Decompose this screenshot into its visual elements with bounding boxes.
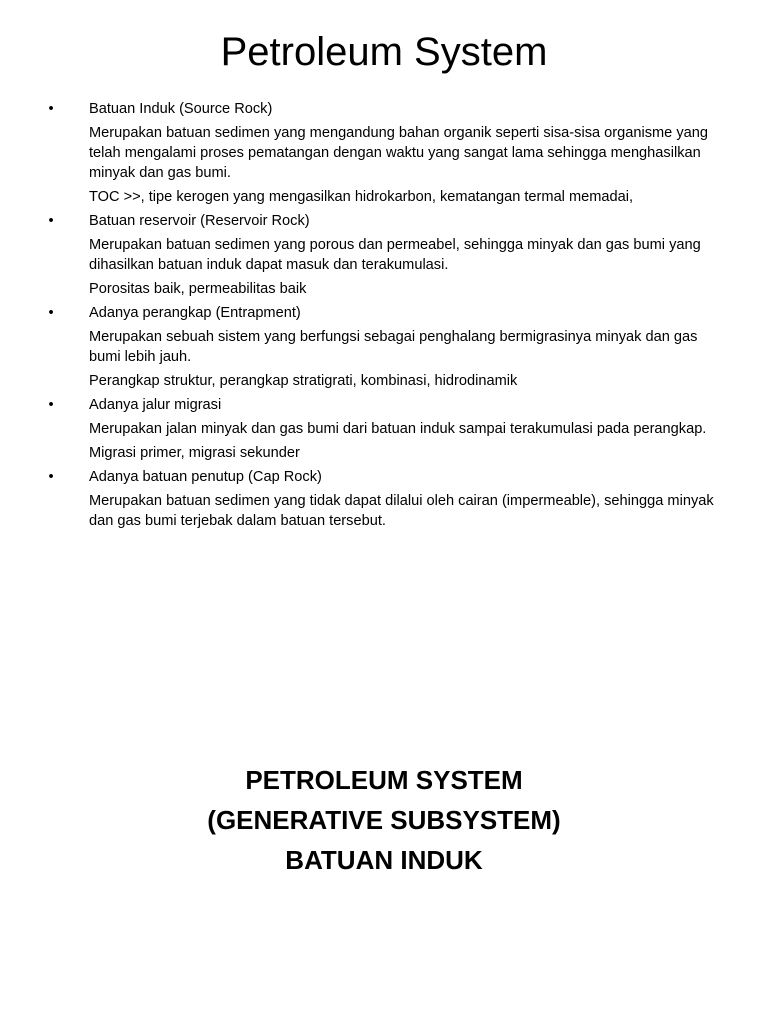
bullet-heading [0, 303, 768, 323]
list-item-cap-rock [0, 467, 768, 531]
bullet-heading [0, 395, 768, 415]
property-summary: Porositas baik, permeabilitas baik [89, 281, 307, 297]
bullet-heading-text: Adanya batuan penutup (Cap Rock) [89, 469, 322, 485]
description-paragraph: Merupakan batuan sedimen yang tidak dapat dilalui oleh cairan (impermeable), sehingga minyak dan gas bumi terjebak dalam batuan tersebut. [89, 493, 714, 529]
caption-line: BATUAN INDUK [285, 845, 483, 875]
bullet-icon: • [48, 469, 54, 485]
description-paragraph: Merupakan batuan sedimen yang mengandung bahan organik seperti sisa-sisa organisme yang telah mengalami proses pematangan dengan waktu yang sangat lama sehingga menghasilkan minyak dan gas bumi. [89, 125, 709, 181]
section-caption [0, 760, 768, 880]
bullet-heading-text: Batuan reservoir (Reservoir Rock) [89, 213, 310, 229]
list-item-migration-path [0, 395, 768, 463]
list-item-reservoir-rock [0, 211, 768, 299]
description-paragraph: Merupakan sebuah sistem yang berfungsi sebagai penghalang bermigrasinya minyak dan gas bumi lebih jauh. [89, 329, 698, 365]
bullet-list [0, 99, 768, 535]
bullet-heading [0, 467, 768, 487]
property-summary: TOC >>, tipe kerogen yang mengasilkan hidrokarbon, kematangan termal memadai, [89, 189, 634, 205]
bullet-heading-text: Adanya jalur migrasi [89, 397, 222, 413]
list-item-source-rock [0, 99, 768, 207]
bullet-heading-text: Adanya perangkap (Entrapment) [89, 305, 301, 321]
property-summary: Migrasi primer, migrasi sekunder [89, 445, 300, 461]
bullet-heading [0, 99, 768, 119]
bullet-heading-text: Batuan Induk (Source Rock) [89, 101, 273, 117]
bullet-icon: • [48, 213, 54, 229]
description-paragraph: Merupakan jalan minyak dan gas bumi dari batuan induk sampai terakumulasi pada perangkap. [89, 421, 707, 437]
caption-line: (GENERATIVE SUBSYSTEM) [207, 805, 561, 835]
caption-line: PETROLEUM SYSTEM [245, 765, 523, 795]
bullet-heading [0, 211, 768, 231]
bullet-icon: • [48, 397, 54, 413]
page-title: Petroleum System [220, 30, 548, 74]
description-paragraph: Merupakan batuan sedimen yang porous dan permeabel, sehingga minyak dan gas bumi yang dihasilkan batuan induk dapat masuk dan terakumulasi. [89, 237, 701, 273]
property-summary: Perangkap struktur, perangkap stratigrati, kombinasi, hidrodinamik [89, 373, 518, 389]
list-item-entrapment [0, 303, 768, 391]
bullet-icon: • [48, 101, 54, 117]
bullet-icon: • [48, 305, 54, 321]
